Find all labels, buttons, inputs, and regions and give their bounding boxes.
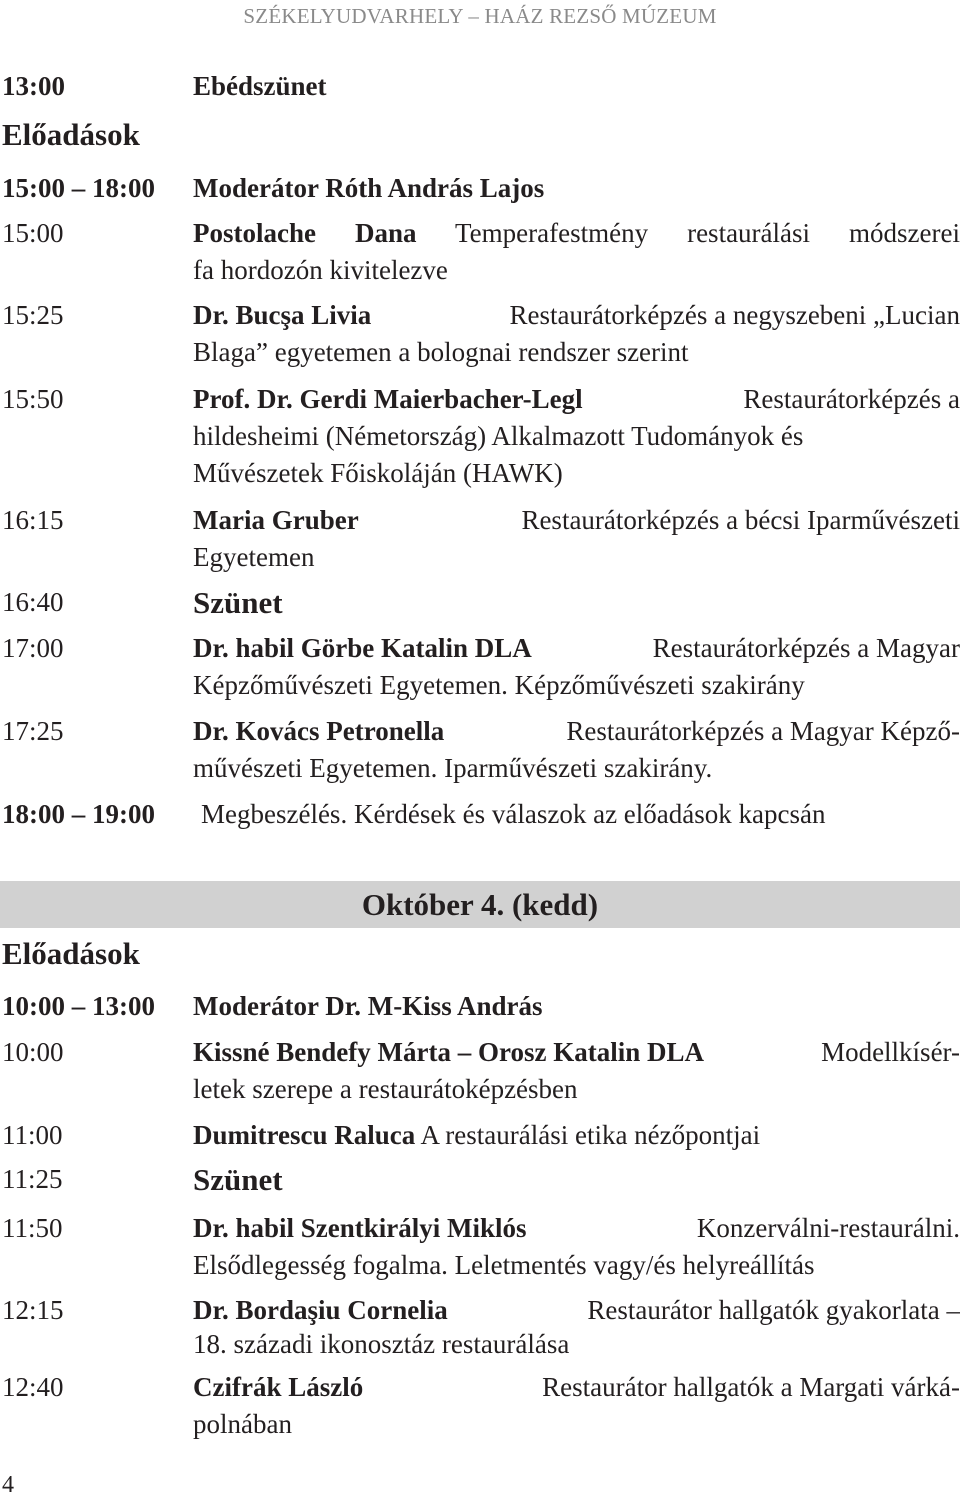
time: 16:15 [2, 505, 64, 535]
talk-title: Restaurátor hallgatók gyakorlata – [587, 1295, 960, 1325]
date-banner [0, 881, 960, 928]
speaker: Kissné Bendefy Márta – Orosz Katalin DLA [193, 1037, 704, 1067]
talk-title: Képzőművészeti Egyetemen. Képzőművészeti szakirány [193, 670, 805, 700]
speaker: Dr. habil Görbe Katalin DLA [193, 633, 532, 663]
time: 11:00 [2, 1120, 63, 1150]
time: 10:00 [2, 1037, 64, 1067]
talk-title: fa hordozón kivitelezve [193, 255, 448, 285]
speaker: Maria Gruber [193, 505, 359, 535]
talk-title: polnában [193, 1409, 292, 1439]
time: 12:15 [2, 1295, 64, 1325]
talk-title: Restaurátorképzés a Magyar Képző- [566, 716, 960, 746]
talk-title: Restaurátorképzés a bécsi Iparművészeti [521, 505, 960, 535]
talk-title: Restaurátorképzés a Magyar [652, 633, 960, 663]
talk-title: Temperafestmény restaurálási módszerei [455, 218, 960, 248]
talk-title: Restaurátor hallgatók a Margati várká- [542, 1372, 960, 1402]
talk-title: Restaurátorképzés a negyszebeni „Lucian [509, 300, 960, 330]
moderator: Moderátor Róth András Lajos [193, 173, 545, 203]
time: 15:00 [2, 218, 64, 248]
time: 11:25 [2, 1164, 63, 1194]
time: 17:00 [2, 633, 64, 663]
time: 15:00 – 18:00 [2, 173, 155, 203]
page-number: 4 [2, 1472, 14, 1498]
section-heading: Előadások [2, 117, 140, 152]
talk-title: Blaga” egyetemen a bolognai rendszer szerint [193, 337, 689, 367]
time: 15:25 [2, 300, 64, 330]
speaker: Czifrák László [193, 1372, 364, 1402]
time: 17:25 [2, 716, 64, 746]
time: 13:00 [2, 71, 65, 101]
talk-title: Egyetemen [193, 542, 315, 572]
running-header: SZÉKELYUDVARHELY – HAÁZ REZSŐ MÚZEUM [243, 4, 717, 28]
talk-title: A restaurálási etika nézőpontjai [420, 1120, 761, 1150]
time: 15:50 [2, 384, 64, 414]
talk-title: Művészetek Főiskoláján (HAWK) [193, 458, 563, 488]
talk-title: Modellkísér- [821, 1037, 960, 1067]
time: 12:40 [2, 1372, 64, 1402]
time: 10:00 – 13:00 [2, 991, 155, 1021]
talk-title: hildesheimi (Németország) Alkalmazott Tudományok és [193, 421, 804, 451]
speaker: Postolache Dana [193, 218, 417, 248]
time: 16:40 [2, 587, 64, 617]
talk-title: letek szerepe a restaurátoképzésben [193, 1074, 578, 1104]
talk-title: Restaurátorképzés a [743, 384, 960, 414]
speaker: Dr. Kovács Petronella [193, 716, 445, 746]
speaker: Prof. Dr. Gerdi Maierbacher-Legl [193, 384, 583, 414]
break-label: Ebédszünet [193, 71, 327, 101]
talk-title: művészeti Egyetemen. Iparművészeti szakirány. [193, 753, 713, 783]
break-label: Szünet [193, 1162, 283, 1197]
talk-title: Elsődlegesség fogalma. Leletmentés vagy/és helyreállítás [193, 1250, 815, 1280]
break-label: Szünet [193, 585, 283, 620]
time: 11:50 [2, 1213, 63, 1243]
speaker: Dumitrescu Raluca [193, 1120, 416, 1150]
time: 18:00 – 19:00 [2, 799, 155, 829]
speaker: Dr. habil Szentkirályi Miklós [193, 1213, 527, 1243]
talk-title: Konzerválni-restaurálni. [696, 1213, 960, 1243]
speaker: Dr. Bordaşiu Cornelia [193, 1295, 448, 1325]
speaker: Dr. Bucşa Livia [193, 300, 372, 330]
talk-title: 18. századi ikonosztáz restaurálása [193, 1329, 570, 1359]
date-heading: Október 4. (kedd) [361, 887, 599, 922]
section-heading: Előadások [2, 936, 140, 971]
discussion: Megbeszélés. Kérdések és válaszok az előadások kapcsán [201, 799, 826, 829]
moderator: Moderátor Dr. M-Kiss András [193, 991, 543, 1021]
